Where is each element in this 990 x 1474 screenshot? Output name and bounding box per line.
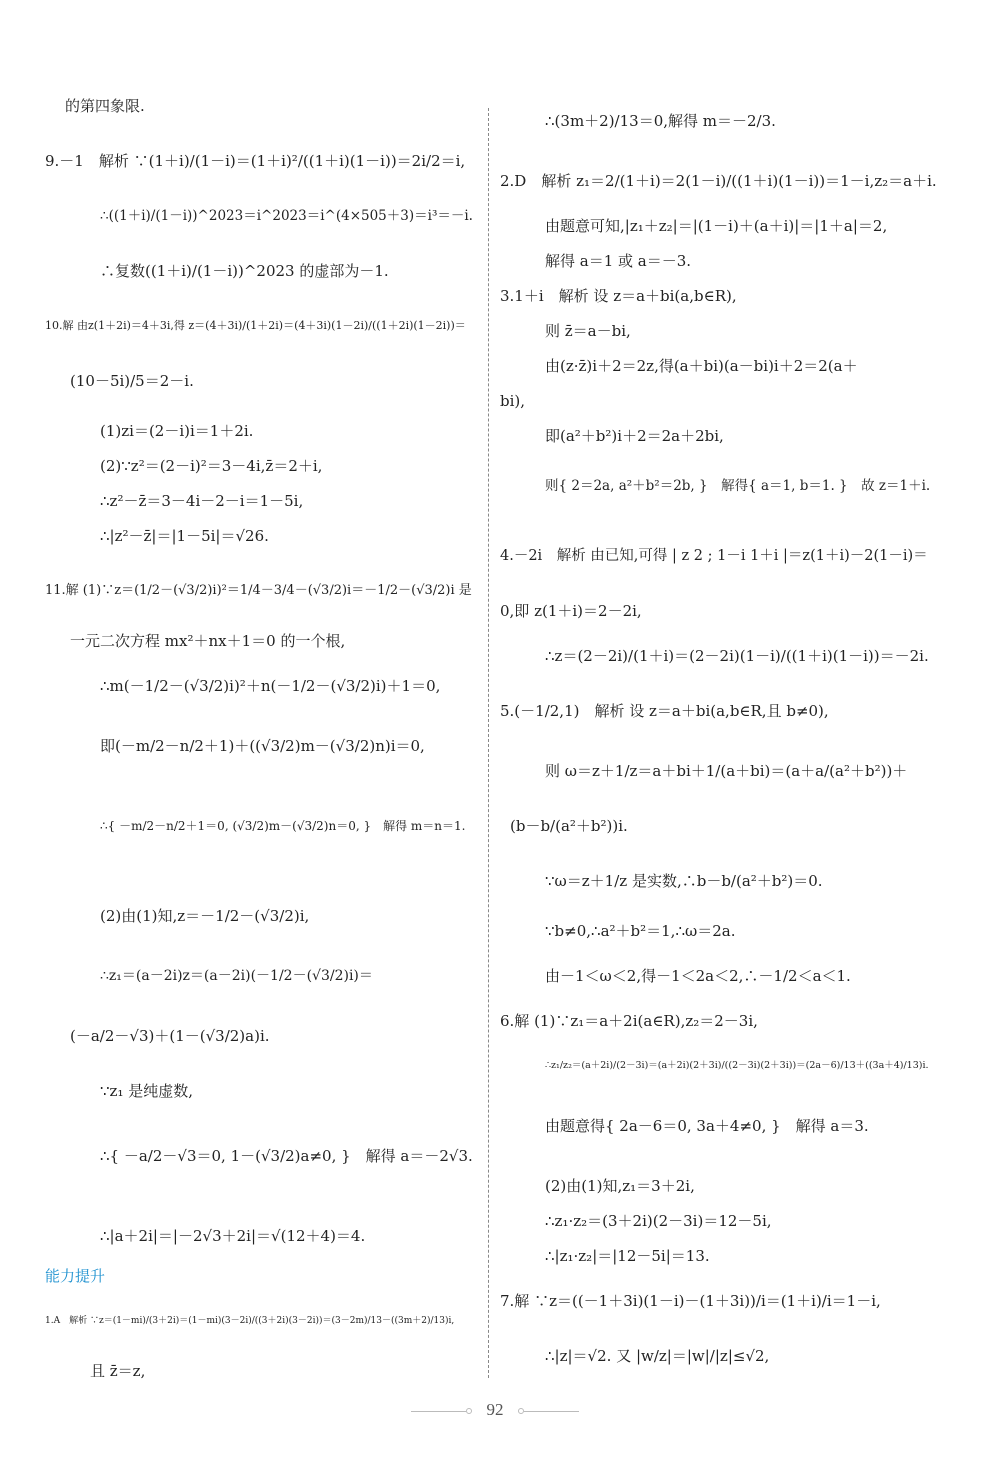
text-line: ∴z₁/z₂＝(a＋2i)/(2－3i)＝(a＋2i)(2＋3i)/((2－3i)(2＋3i))＝(2a－6)/13＋((3a＋4)/13)i. [545,1060,929,1071]
text-line: 7.解 ∵z＝((－1＋3i)(1－i)－(1＋3i))/i＝(1＋i)/i＝1－i, [500,1292,881,1310]
text-line: 一元二次方程 mx²＋nx＋1＝0 的一个根, [70,632,346,650]
column-divider [488,108,489,1378]
text-line: 11.解 (1)∵z＝(1/2－(√3/2)i)²＝1/4－3/4－(√3/2)i＝－1/2－(√3/2)i 是 [45,583,472,598]
footer-rule-left [411,1411,466,1412]
text-line: 5.(－1/2,1) 解析 设 z＝a＋bi(a,b∈R,且 b≠0), [500,702,829,720]
text-line: 9.－1 解析 ∵(1＋i)/(1－i)＝(1＋i)²/((1＋i)(1－i))＝2i/2＝i, [45,152,466,170]
text-line: ∴((1＋i)/(1－i))^2023＝i^2023＝i^(4×505＋3)＝i³＝－i. [100,208,473,224]
text-line: 即(－m/2－n/2＋1)＋((√3/2)m－(√3/2)n)i＝0, [100,737,425,755]
footer-dot-left [466,1408,472,1414]
text-line: 且 z̄＝z, [90,1362,146,1380]
text-line: 3.1＋i 解析 设 z＝a＋bi(a,b∈R), [500,287,737,305]
text-line: 0,即 z(1＋i)＝2－2i, [500,602,642,620]
page-number: 92 [486,1400,504,1419]
text-line: ∴z₁＝(a－2i)z＝(a－2i)(－1/2－(√3/2)i)＝ [100,968,373,984]
text-line: ∴{ －m/2－n/2＋1＝0, (√3/2)m－(√3/2)n＝0, } 解得 m＝n＝1. [100,819,466,833]
text-line: ∴{ －a/2－√3＝0, 1－(√3/2)a≠0, } 解得 a＝－2√3. [100,1147,473,1165]
text-line: ∴复数((1＋i)/(1－i))^2023 的虚部为－1. [100,262,389,280]
text-line: 则 z̄＝a－bi, [545,322,631,340]
footer-rule-right [524,1411,579,1412]
text-line: (2)由(1)知,z₁＝3＋2i, [545,1177,695,1195]
text-line: 解得 a＝1 或 a＝－3. [545,252,692,270]
text-line: 4.－2i 解析 由已知,可得 | z 2 ; 1－i 1＋i |＝z(1＋i)－2(1－i)＝ [500,548,928,564]
text-line: 由(z·z̄)i＋2＝2z,得(a＋bi)(a－bi)i＋2＝2(a＋ [545,357,858,375]
text-line: ∴|a＋2i|＝|－2√3＋2i|＝√(12＋4)＝4. [100,1227,366,1245]
text-line: ∵b≠0,∴a²＋b²＝1,∴ω＝2a. [545,922,736,940]
text-line: 即(a²＋b²)i＋2＝2a＋2bi, [545,427,724,445]
text-line: ∴|z²－z̄|＝|1－5i|＝√26. [100,527,269,545]
text-line: 由题意得{ 2a－6＝0, 3a＋4≠0, } 解得 a＝3. [545,1117,869,1135]
text-line: (10－5i)/5＝2－i. [70,372,194,390]
text-line: (2)由(1)知,z＝－1/2－(√3/2)i, [100,907,310,925]
text-line: 由题意可知,|z₁＋z₂|＝|(1－i)＋(a＋i)|＝|1＋a|＝2, [545,217,888,235]
text-line: (2)∵z²＝(2－i)²＝3－4i,z̄＝2＋i, [100,457,323,475]
text-line: ∴z₁·z₂＝(3＋2i)(2－3i)＝12－5i, [545,1212,772,1230]
text-line: ∴m(－1/2－(√3/2)i)²＋n(－1/2－(√3/2)i)＋1＝0, [100,677,441,695]
text-line: ∴(3m＋2)/13＝0,解得 m＝－2/3. [545,112,776,130]
text-line: 6.解 (1)∵z₁＝a＋2i(a∈R),z₂＝2－3i, [500,1012,758,1030]
text-line: (－a/2－√3)＋(1－(√3/2)a)i. [70,1027,270,1045]
section-heading: 能力提升 [45,1267,106,1285]
text-line: ∵ω＝z＋1/z 是实数,∴b－b/(a²＋b²)＝0. [545,872,823,890]
text-line: bi), [500,392,526,410]
text-line: 则{ 2＝2a, a²＋b²＝2b, } 解得{ a＝1, b＝1. } 故 z＝1＋i. [545,478,931,494]
text-line: ∵z₁ 是纯虚数, [100,1082,193,1100]
text-line: 1.A 解析 ∵z＝(1－mi)/(3＋2i)＝(1－mi)(3－2i)/((3＋2i)(3－2i))＝(3－2m)/13－((3m＋2)/13)i, [45,1316,455,1326]
text-line: ∴|z|＝√2. 又 |w/z|＝|w|/|z|≤√2, [545,1347,770,1365]
text-line: ∴|z₁·z₂|＝|12－5i|＝13. [545,1247,710,1265]
text-line: 由－1＜ω＜2,得－1＜2a＜2,∴－1/2＜a＜1. [545,967,851,985]
text-line: 2.D 解析 z₁＝2/(1＋i)＝2(1－i)/((1＋i)(1－i))＝1－i,z₂＝a＋i. [500,172,937,190]
text-line: 10.解 由z(1＋2i)＝4＋3i,得 z＝(4＋3i)/(1＋2i)＝(4＋3i)(1－2i)/((1＋2i)(1－2i))＝ [45,319,466,332]
text-line: ∴z＝(2－2i)/(1＋i)＝(2－2i)(1－i)/((1＋i)(1－i))＝－2i. [545,647,929,665]
text-line: ∴z²－z̄＝3－4i－2－i＝1－5i, [100,492,304,510]
text-line: 则 ω＝z＋1/z＝a＋bi＋1/(a＋bi)＝(a＋a/(a²＋b²))＋ [545,762,908,780]
text-line: (1)zi＝(2－i)i＝1＋2i. [100,422,254,440]
page-footer [0,1400,990,1420]
text-line: 的第四象限. [65,97,145,115]
text-line: (b－b/(a²＋b²))i. [510,817,628,835]
